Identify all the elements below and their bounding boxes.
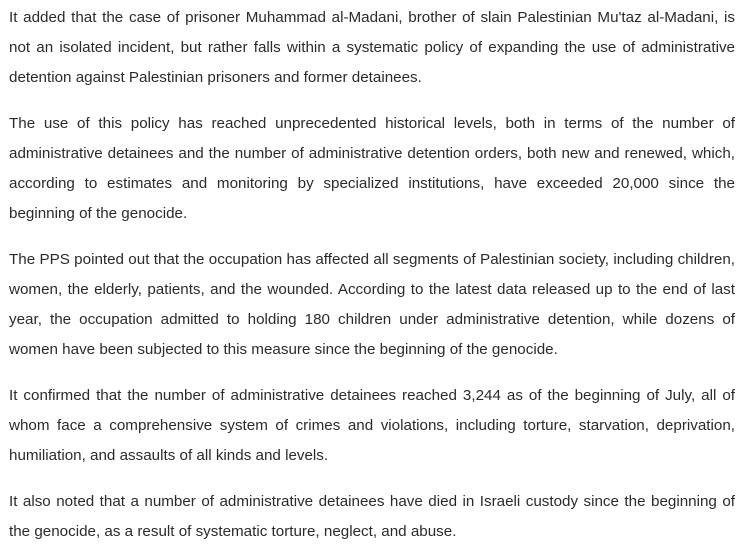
paragraph-5: It also noted that a number of administrative detainees have died in Israeli custody since the beginning of the genocide, as a result of systematic torture, neglect, and abuse. xyxy=(9,493,735,540)
paragraph-4: It confirmed that the number of administrative detainees reached 3,244 as of the beginning of July, all of whom face a comprehensive system of crimes and violations, including torture, starvation, deprivation, humiliation, and assaults of all kinds and levels. xyxy=(9,387,735,464)
paragraph-1: It added that the case of prisoner Muhammad al-Madani, brother of slain Palestinian Mu'taz al-Madani, is not an isolated incident, but rather falls within a systematic policy of expanding the use of administrative detention against Palestinian prisoners and former detainees. xyxy=(9,9,735,86)
article-body xyxy=(9,3,735,547)
paragraph-3: The PPS pointed out that the occupation has affected all segments of Palestinian society, including children, women, the elderly, patients, and the wounded. According to the latest data released up to the end of last year, the occupation admitted to holding 180 children under administrative detention, while dozens of women have been subjected to this measure since the beginning of the genocide. xyxy=(9,251,735,358)
paragraph-2: The use of this policy has reached unprecedented historical levels, both in terms of the number of administrative detainees and the number of administrative detention orders, both new and renewed, which, according to estimates and monitoring by specialized institutions, have exceeded 20,000 since the beginning of the genocide. xyxy=(9,115,735,222)
